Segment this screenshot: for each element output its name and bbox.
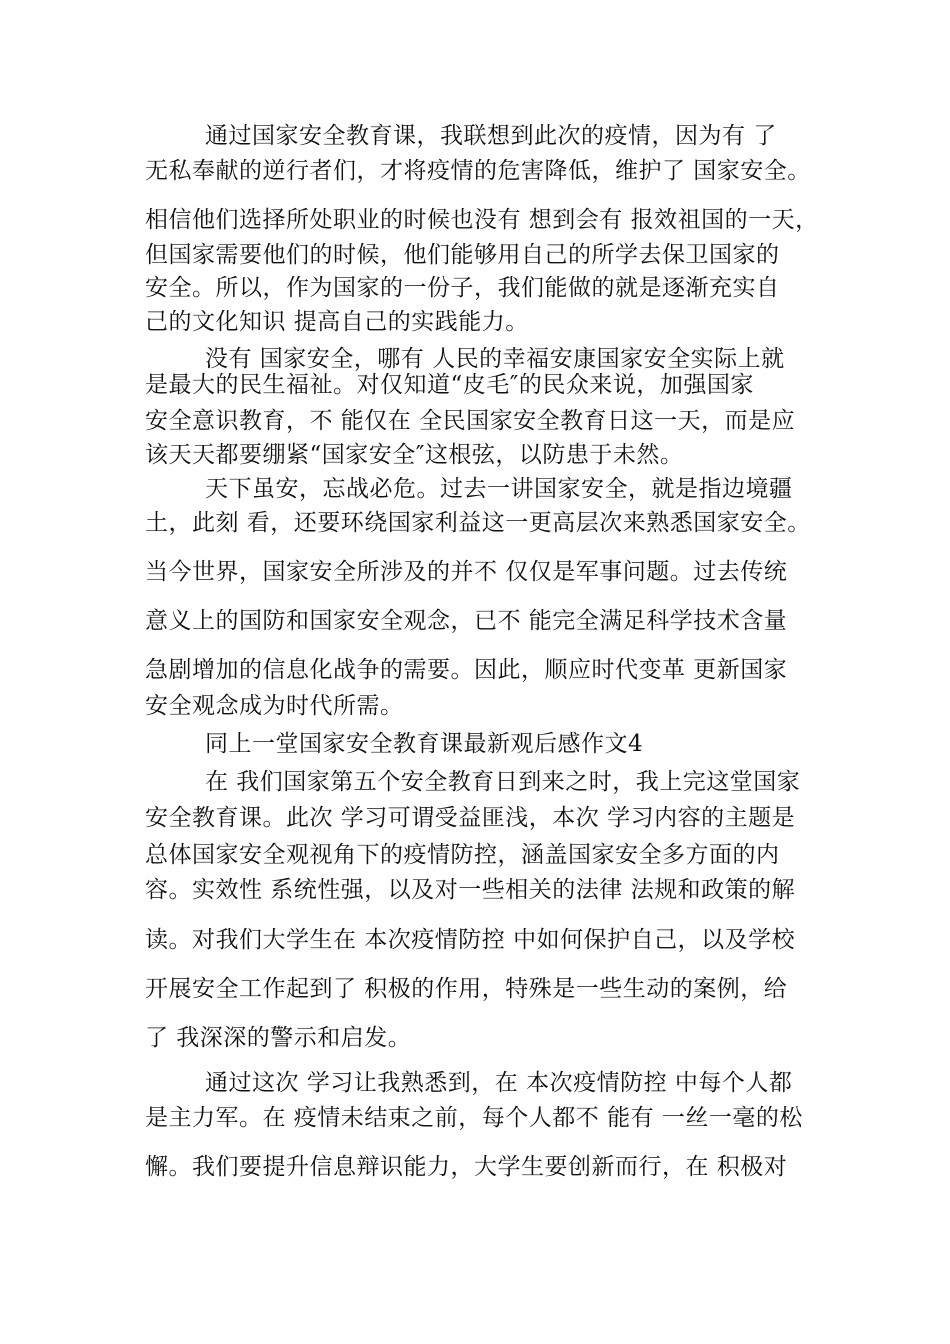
text-line-1: 通过国家安全教育课，我联想到此次的疫情，因为有 了 bbox=[205, 123, 777, 149]
text-line-7: 没有 国家安全，哪有 人民的幸福安康国家安全实际上就 bbox=[205, 346, 785, 372]
text-line-5: 安全。所以，作为国家的一份子，我们能做的就是逐渐充实自 bbox=[145, 275, 780, 301]
text-line-9: 安全意识教育，不 能仅在 全民国家安全教育日这一天，而是应 bbox=[145, 408, 796, 434]
text-line-17: 同上一堂国家安全教育课最新观后感作文4 bbox=[205, 731, 644, 757]
text-line-21: 容。实效性 系统性强，以及对一些相关的法律 法规和政策的解 bbox=[145, 877, 796, 903]
text-line-20: 总体国家安全观视角下的疫情防控，涵盖国家安全多方面的内 bbox=[145, 842, 780, 868]
text-line-15: 急剧增加的信息化战争的需要。因此，顺应时代变革 更新国家 bbox=[145, 657, 788, 683]
text-line-26: 是主力军。在 疫情未结束之前，每个人都不 能有 一丝一毫的松 bbox=[145, 1105, 803, 1131]
text-line-27: 懈。我们要提升信息辩识能力，大学生要创新而行，在 积极对 bbox=[145, 1154, 788, 1180]
text-line-19: 安全教育课。此次 学习可谓受益匪浅，本次 学习内容的主题是 bbox=[145, 805, 796, 831]
text-line-11: 天下虽安，忘战必危。过去一讲国家安全，就是指边境疆 bbox=[205, 476, 793, 502]
text-line-14: 意义上的国防和国家安全观念，已不 能完全满足科学技术含量 bbox=[145, 608, 788, 634]
text-line-4: 但国家需要他们的时候，他们能够用自己的所学去保卫国家的 bbox=[145, 242, 780, 268]
text-line-8: 是最大的民生福祉。对仅知道“皮毛″的民众来说，加强国家 bbox=[145, 372, 754, 398]
text-line-16: 安全观念成为时代所需。 bbox=[145, 693, 404, 719]
text-line-6: 己的文化知识 提高自己的实践能力。 bbox=[145, 309, 529, 335]
text-line-22: 读。对我们大学生在 本次疫情防控 中如何保护自己，以及学校 bbox=[145, 927, 796, 953]
text-line-24: 了 我深深的警示和启发。 bbox=[145, 1025, 412, 1051]
text-line-3: 相信他们选择所处职业的时候也没有 想到会有 报效祖国的一天， bbox=[145, 207, 819, 233]
text-line-10: 该天天都要绷紧“国家安全″这根弦，以防患于未然。 bbox=[145, 442, 684, 468]
text-line-2: 无私奉献的逆行者们，才将疫情的危害降低，维护了 国家安全。 bbox=[145, 158, 811, 184]
text-line-25: 通过这次 学习让我熟悉到，在 本次疫情防控 中每个人都 bbox=[205, 1070, 793, 1096]
text-line-13: 当今世界，国家安全所涉及的并不 仅仅是军事问题。过去传统 bbox=[145, 559, 788, 585]
text-line-18: 在 我们国家第五个安全教育日到来之时，我上完这堂国家 bbox=[205, 769, 801, 795]
text-line-23: 开展安全工作起到了 积极的作用，特殊是一些生动的案例，给 bbox=[145, 976, 788, 1002]
text-line-12: 土，此刻 看，还要环绕国家利益这一更高层次来熟悉国家安全。 bbox=[145, 510, 811, 536]
